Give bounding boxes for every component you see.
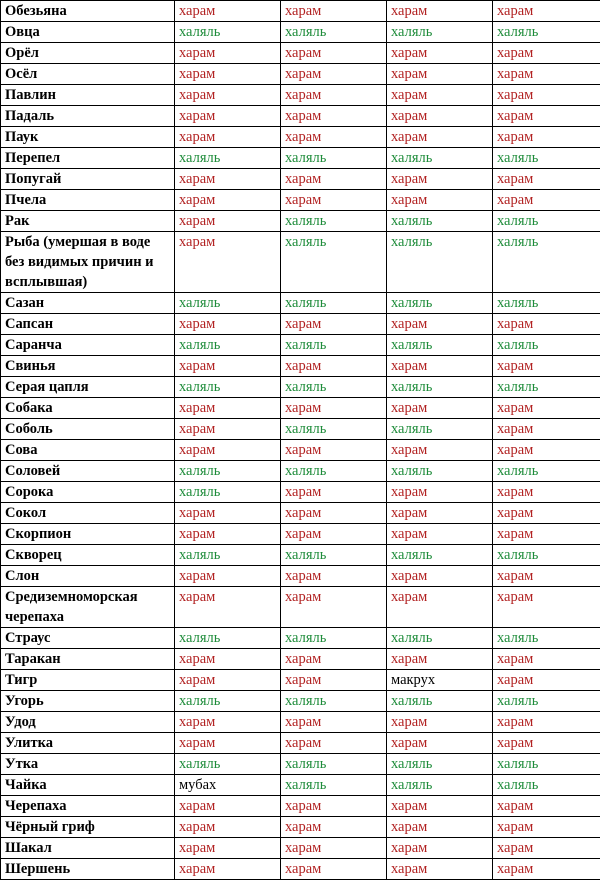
ruling-cell: харам (281, 169, 387, 190)
animal-name-cell: Скорпион (1, 524, 175, 545)
table-row (1, 232, 600, 293)
animal-name-cell: Сазан (1, 293, 175, 314)
animal-name-cell: Собака (1, 398, 175, 419)
ruling-cell: харам (175, 127, 281, 148)
table-row (1, 377, 600, 398)
ruling-cell: харам (387, 649, 493, 670)
ruling-cell: харам (281, 670, 387, 691)
ruling-cell: халяль (387, 22, 493, 43)
ruling-cell: харам (387, 169, 493, 190)
ruling-cell: мубах (175, 775, 281, 796)
animal-name-cell: Средиземноморская черепаха (1, 587, 175, 628)
ruling-cell: харам (175, 733, 281, 754)
ruling-cell: харам (493, 106, 600, 127)
animal-name-cell: Черепаха (1, 796, 175, 817)
table-body (1, 1, 600, 880)
ruling-cell: халяль (387, 419, 493, 440)
table-row (1, 1, 600, 22)
table-row (1, 85, 600, 106)
ruling-cell: харам (175, 106, 281, 127)
ruling-cell: халяль (387, 293, 493, 314)
ruling-cell: халяль (281, 545, 387, 566)
ruling-cell: халяль (281, 211, 387, 232)
table-row (1, 859, 600, 880)
ruling-cell: харам (175, 796, 281, 817)
animal-name-cell: Удод (1, 712, 175, 733)
ruling-cell: халяль (387, 461, 493, 482)
ruling-cell: харам (493, 419, 600, 440)
ruling-cell: харам (387, 859, 493, 880)
animal-name-cell: Таракан (1, 649, 175, 670)
ruling-cell: харам (281, 43, 387, 64)
ruling-cell: харам (175, 314, 281, 335)
table-row (1, 335, 600, 356)
table-row (1, 796, 600, 817)
ruling-cell: харам (281, 314, 387, 335)
ruling-cell: халяль (493, 545, 600, 566)
ruling-cell: халяль (175, 377, 281, 398)
animal-name-cell: Сова (1, 440, 175, 461)
table-row (1, 22, 600, 43)
animal-name-cell: Обезьяна (1, 1, 175, 22)
animal-name-cell: Сокол (1, 503, 175, 524)
animal-name-cell: Улитка (1, 733, 175, 754)
table-row (1, 190, 600, 211)
ruling-cell: харам (281, 503, 387, 524)
ruling-cell: харам (493, 398, 600, 419)
ruling-cell: харам (281, 398, 387, 419)
ruling-cell: харам (493, 566, 600, 587)
ruling-cell: харам (281, 64, 387, 85)
ruling-cell: харам (387, 43, 493, 64)
ruling-cell: халяль (387, 775, 493, 796)
ruling-cell: халяль (387, 335, 493, 356)
table-row (1, 148, 600, 169)
ruling-cell: халяль (175, 628, 281, 649)
ruling-cell: харам (281, 733, 387, 754)
table-row (1, 461, 600, 482)
table-row (1, 649, 600, 670)
ruling-cell: харам (175, 190, 281, 211)
ruling-cell: харам (387, 127, 493, 148)
ruling-cell: харам (175, 859, 281, 880)
ruling-cell: харам (387, 587, 493, 628)
ruling-cell: харам (175, 670, 281, 691)
ruling-cell: харам (387, 524, 493, 545)
table-row (1, 314, 600, 335)
ruling-cell: харам (493, 587, 600, 628)
ruling-cell: халяль (175, 691, 281, 712)
ruling-cell: халяль (175, 335, 281, 356)
ruling-cell: халяль (281, 691, 387, 712)
ruling-cell: халяль (493, 461, 600, 482)
table-row (1, 127, 600, 148)
ruling-cell: харам (493, 524, 600, 545)
table-row (1, 691, 600, 712)
ruling-cell: халяль (175, 461, 281, 482)
table-row (1, 838, 600, 859)
animal-name-cell: Рак (1, 211, 175, 232)
table-row (1, 398, 600, 419)
table-row (1, 817, 600, 838)
animal-name-cell: Свинья (1, 356, 175, 377)
ruling-cell: харам (493, 64, 600, 85)
ruling-cell: халяль (387, 377, 493, 398)
ruling-cell: харам (281, 859, 387, 880)
ruling-cell: харам (493, 838, 600, 859)
animal-name-cell: Тигр (1, 670, 175, 691)
ruling-cell: харам (175, 712, 281, 733)
ruling-cell: харам (493, 670, 600, 691)
ruling-cell: халяль (493, 377, 600, 398)
ruling-cell: харам (387, 838, 493, 859)
ruling-cell: харам (493, 169, 600, 190)
table-row (1, 733, 600, 754)
ruling-cell: харам (387, 503, 493, 524)
table-row (1, 754, 600, 775)
ruling-cell: харам (175, 587, 281, 628)
ruling-cell: харам (493, 356, 600, 377)
ruling-cell: халяль (493, 211, 600, 232)
table-row (1, 356, 600, 377)
table-row (1, 419, 600, 440)
ruling-cell: халяль (493, 754, 600, 775)
ruling-cell: халяль (281, 232, 387, 293)
ruling-cell: харам (493, 712, 600, 733)
ruling-cell: харам (387, 440, 493, 461)
animal-name-cell: Шакал (1, 838, 175, 859)
ruling-cell: халяль (281, 148, 387, 169)
table-row (1, 545, 600, 566)
ruling-cell: харам (175, 503, 281, 524)
ruling-cell: халяль (493, 22, 600, 43)
ruling-cell: халяль (281, 377, 387, 398)
animal-name-cell: Паук (1, 127, 175, 148)
ruling-cell: харам (493, 796, 600, 817)
ruling-cell: харам (281, 1, 387, 22)
ruling-cell: харам (493, 733, 600, 754)
table-row (1, 293, 600, 314)
ruling-cell: харам (175, 440, 281, 461)
ruling-cell: халяль (175, 148, 281, 169)
ruling-cell: харам (281, 712, 387, 733)
animal-name-cell: Саранча (1, 335, 175, 356)
animal-name-cell: Овца (1, 22, 175, 43)
ruling-cell: харам (281, 587, 387, 628)
ruling-cell: харам (175, 232, 281, 293)
ruling-cell: харам (387, 1, 493, 22)
ruling-cell: харам (281, 796, 387, 817)
ruling-cell: харам (493, 127, 600, 148)
ruling-cell: халяль (387, 754, 493, 775)
ruling-cell: макрух (387, 670, 493, 691)
ruling-cell: халяль (493, 232, 600, 293)
ruling-cell: халяль (387, 211, 493, 232)
animal-name-cell: Чайка (1, 775, 175, 796)
ruling-cell: халяль (281, 461, 387, 482)
ruling-cell: халяль (281, 775, 387, 796)
ruling-cell: харам (387, 482, 493, 503)
ruling-cell: халяль (281, 335, 387, 356)
animal-name-cell: Страус (1, 628, 175, 649)
ruling-cell: харам (175, 419, 281, 440)
ruling-cell: харам (387, 712, 493, 733)
ruling-cell: халяль (387, 691, 493, 712)
ruling-cell: харам (281, 817, 387, 838)
ruling-cell: халяль (281, 419, 387, 440)
table-row (1, 503, 600, 524)
ruling-cell: харам (175, 64, 281, 85)
animal-name-cell: Скворец (1, 545, 175, 566)
ruling-cell: харам (281, 482, 387, 503)
ruling-cell: харам (175, 169, 281, 190)
ruling-cell: халяль (175, 545, 281, 566)
ruling-cell: харам (281, 524, 387, 545)
ruling-cell: харам (281, 127, 387, 148)
ruling-cell: харам (387, 314, 493, 335)
ruling-cell: харам (175, 398, 281, 419)
ruling-cell: харам (175, 649, 281, 670)
ruling-cell: харам (493, 1, 600, 22)
ruling-cell: харам (175, 817, 281, 838)
table-row (1, 775, 600, 796)
ruling-cell: харам (281, 440, 387, 461)
animal-name-cell: Сапсан (1, 314, 175, 335)
table-row (1, 211, 600, 232)
ruling-cell: харам (175, 566, 281, 587)
ruling-cell: харам (493, 649, 600, 670)
ruling-cell: харам (493, 314, 600, 335)
ruling-cell: халяль (493, 293, 600, 314)
table-row (1, 106, 600, 127)
ruling-cell: халяль (493, 335, 600, 356)
animal-name-cell: Чёрный гриф (1, 817, 175, 838)
ruling-cell: харам (493, 859, 600, 880)
ruling-cell: халяль (281, 293, 387, 314)
ruling-cell: харам (387, 733, 493, 754)
table-row (1, 628, 600, 649)
animal-name-cell: Попугай (1, 169, 175, 190)
table-row (1, 670, 600, 691)
table-row (1, 43, 600, 64)
ruling-cell: харам (493, 85, 600, 106)
animal-name-cell: Серая цапля (1, 377, 175, 398)
ruling-cell: халяль (281, 754, 387, 775)
ruling-cell: харам (281, 85, 387, 106)
ruling-cell: халяль (175, 293, 281, 314)
animal-name-cell: Слон (1, 566, 175, 587)
animal-name-cell: Пчела (1, 190, 175, 211)
ruling-cell: харам (387, 817, 493, 838)
ruling-cell: харам (175, 1, 281, 22)
ruling-cell: халяль (387, 232, 493, 293)
ruling-cell: харам (387, 64, 493, 85)
ruling-cell: харам (175, 85, 281, 106)
ruling-cell: харам (387, 796, 493, 817)
ruling-cell: харам (493, 482, 600, 503)
table-row (1, 169, 600, 190)
animal-name-cell: Рыба (умершая в воде без видимых причин и всплывшая) (1, 232, 175, 293)
ruling-cell: халяль (387, 628, 493, 649)
ruling-cell: харам (387, 85, 493, 106)
ruling-cell: харам (281, 190, 387, 211)
ruling-cell: харам (387, 566, 493, 587)
table-row (1, 440, 600, 461)
ruling-cell: харам (175, 524, 281, 545)
ruling-cell: харам (281, 838, 387, 859)
animal-name-cell: Утка (1, 754, 175, 775)
ruling-cell: харам (175, 356, 281, 377)
animal-name-cell: Соловей (1, 461, 175, 482)
ruling-cell: харам (493, 43, 600, 64)
animal-name-cell: Орёл (1, 43, 175, 64)
table-row (1, 482, 600, 503)
animal-name-cell: Павлин (1, 85, 175, 106)
ruling-cell: халяль (281, 628, 387, 649)
animal-name-cell: Перепел (1, 148, 175, 169)
ruling-cell: халяль (387, 148, 493, 169)
table-row (1, 64, 600, 85)
ruling-cell: харам (387, 356, 493, 377)
animal-name-cell: Сорока (1, 482, 175, 503)
ruling-cell: харам (493, 440, 600, 461)
animal-name-cell: Падаль (1, 106, 175, 127)
ruling-cell: харам (387, 398, 493, 419)
table-row (1, 566, 600, 587)
animal-name-cell: Соболь (1, 419, 175, 440)
table-row (1, 524, 600, 545)
ruling-cell: халяль (493, 775, 600, 796)
ruling-cell: харам (387, 190, 493, 211)
animal-name-cell: Осёл (1, 64, 175, 85)
ruling-cell: халяль (493, 628, 600, 649)
ruling-cell: харам (281, 649, 387, 670)
ruling-cell: харам (493, 503, 600, 524)
ruling-cell: харам (175, 43, 281, 64)
ruling-cell: халяль (175, 22, 281, 43)
table-row (1, 587, 600, 628)
ruling-cell: харам (281, 566, 387, 587)
ruling-cell: харам (175, 838, 281, 859)
ruling-cell: харам (281, 106, 387, 127)
ruling-cell: харам (493, 190, 600, 211)
ruling-cell: халяль (493, 691, 600, 712)
ruling-cell: халяль (175, 482, 281, 503)
table-row (1, 712, 600, 733)
animal-name-cell: Шершень (1, 859, 175, 880)
ruling-cell: харам (387, 106, 493, 127)
ruling-cell: халяль (175, 754, 281, 775)
ruling-cell: харам (493, 817, 600, 838)
ruling-cell: харам (175, 211, 281, 232)
ruling-cell: халяль (281, 22, 387, 43)
ruling-cell: халяль (387, 545, 493, 566)
animal-name-cell: Угорь (1, 691, 175, 712)
ruling-cell: харам (281, 356, 387, 377)
ruling-cell: халяль (493, 148, 600, 169)
